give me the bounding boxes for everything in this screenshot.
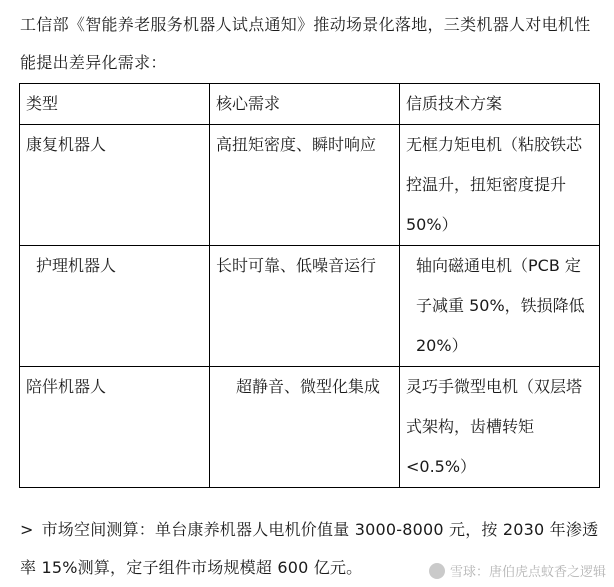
requirements-table — [19, 83, 600, 488]
cell-type: 康复机器人 — [20, 125, 210, 246]
cell-solution: 灵巧手微型电机（双层塔式架构，齿槽转矩<0.5%） — [400, 367, 600, 488]
table-row — [20, 367, 600, 488]
watermark — [429, 561, 606, 580]
market-estimate-text: 市场空间测算：单台康养机器人电机价值量 3000-8000 元，按 2030 年渗透率 15%测算，定子组件市场规模超 600 亿元。 — [20, 520, 599, 577]
table-row — [20, 125, 600, 246]
watermark-text: 雪球：唐伯虎点蚊香之逻辑 — [449, 565, 606, 580]
cell-solution: 轴向磁通电机（PCB 定子减重 50%，铁损降低 20%） — [400, 246, 600, 367]
bullet-marker: > — [20, 520, 34, 539]
table-header-row — [20, 84, 600, 125]
snowball-logo-icon — [429, 563, 445, 579]
cell-need: 高扭矩密度、瞬时响应 — [210, 125, 400, 246]
header-solution: 信质技术方案 — [400, 84, 600, 125]
cell-need: 超静音、微型化集成 — [210, 367, 400, 488]
table-row — [20, 246, 600, 367]
header-core-need: 核心需求 — [210, 84, 400, 125]
cell-type: 护理机器人 — [20, 246, 210, 367]
cell-type: 陪伴机器人 — [20, 367, 210, 488]
intro-paragraph: 工信部《智能养老服务机器人试点通知》推动场景化落地，三类机器人对电机性能提出差异化需求： — [20, 15, 591, 72]
header-type: 类型 — [20, 84, 210, 125]
cell-solution: 无框力矩电机（粘胶铁芯控温升，扭矩密度提升 50%） — [400, 125, 600, 246]
cell-need: 长时可靠、低噪音运行 — [210, 246, 400, 367]
